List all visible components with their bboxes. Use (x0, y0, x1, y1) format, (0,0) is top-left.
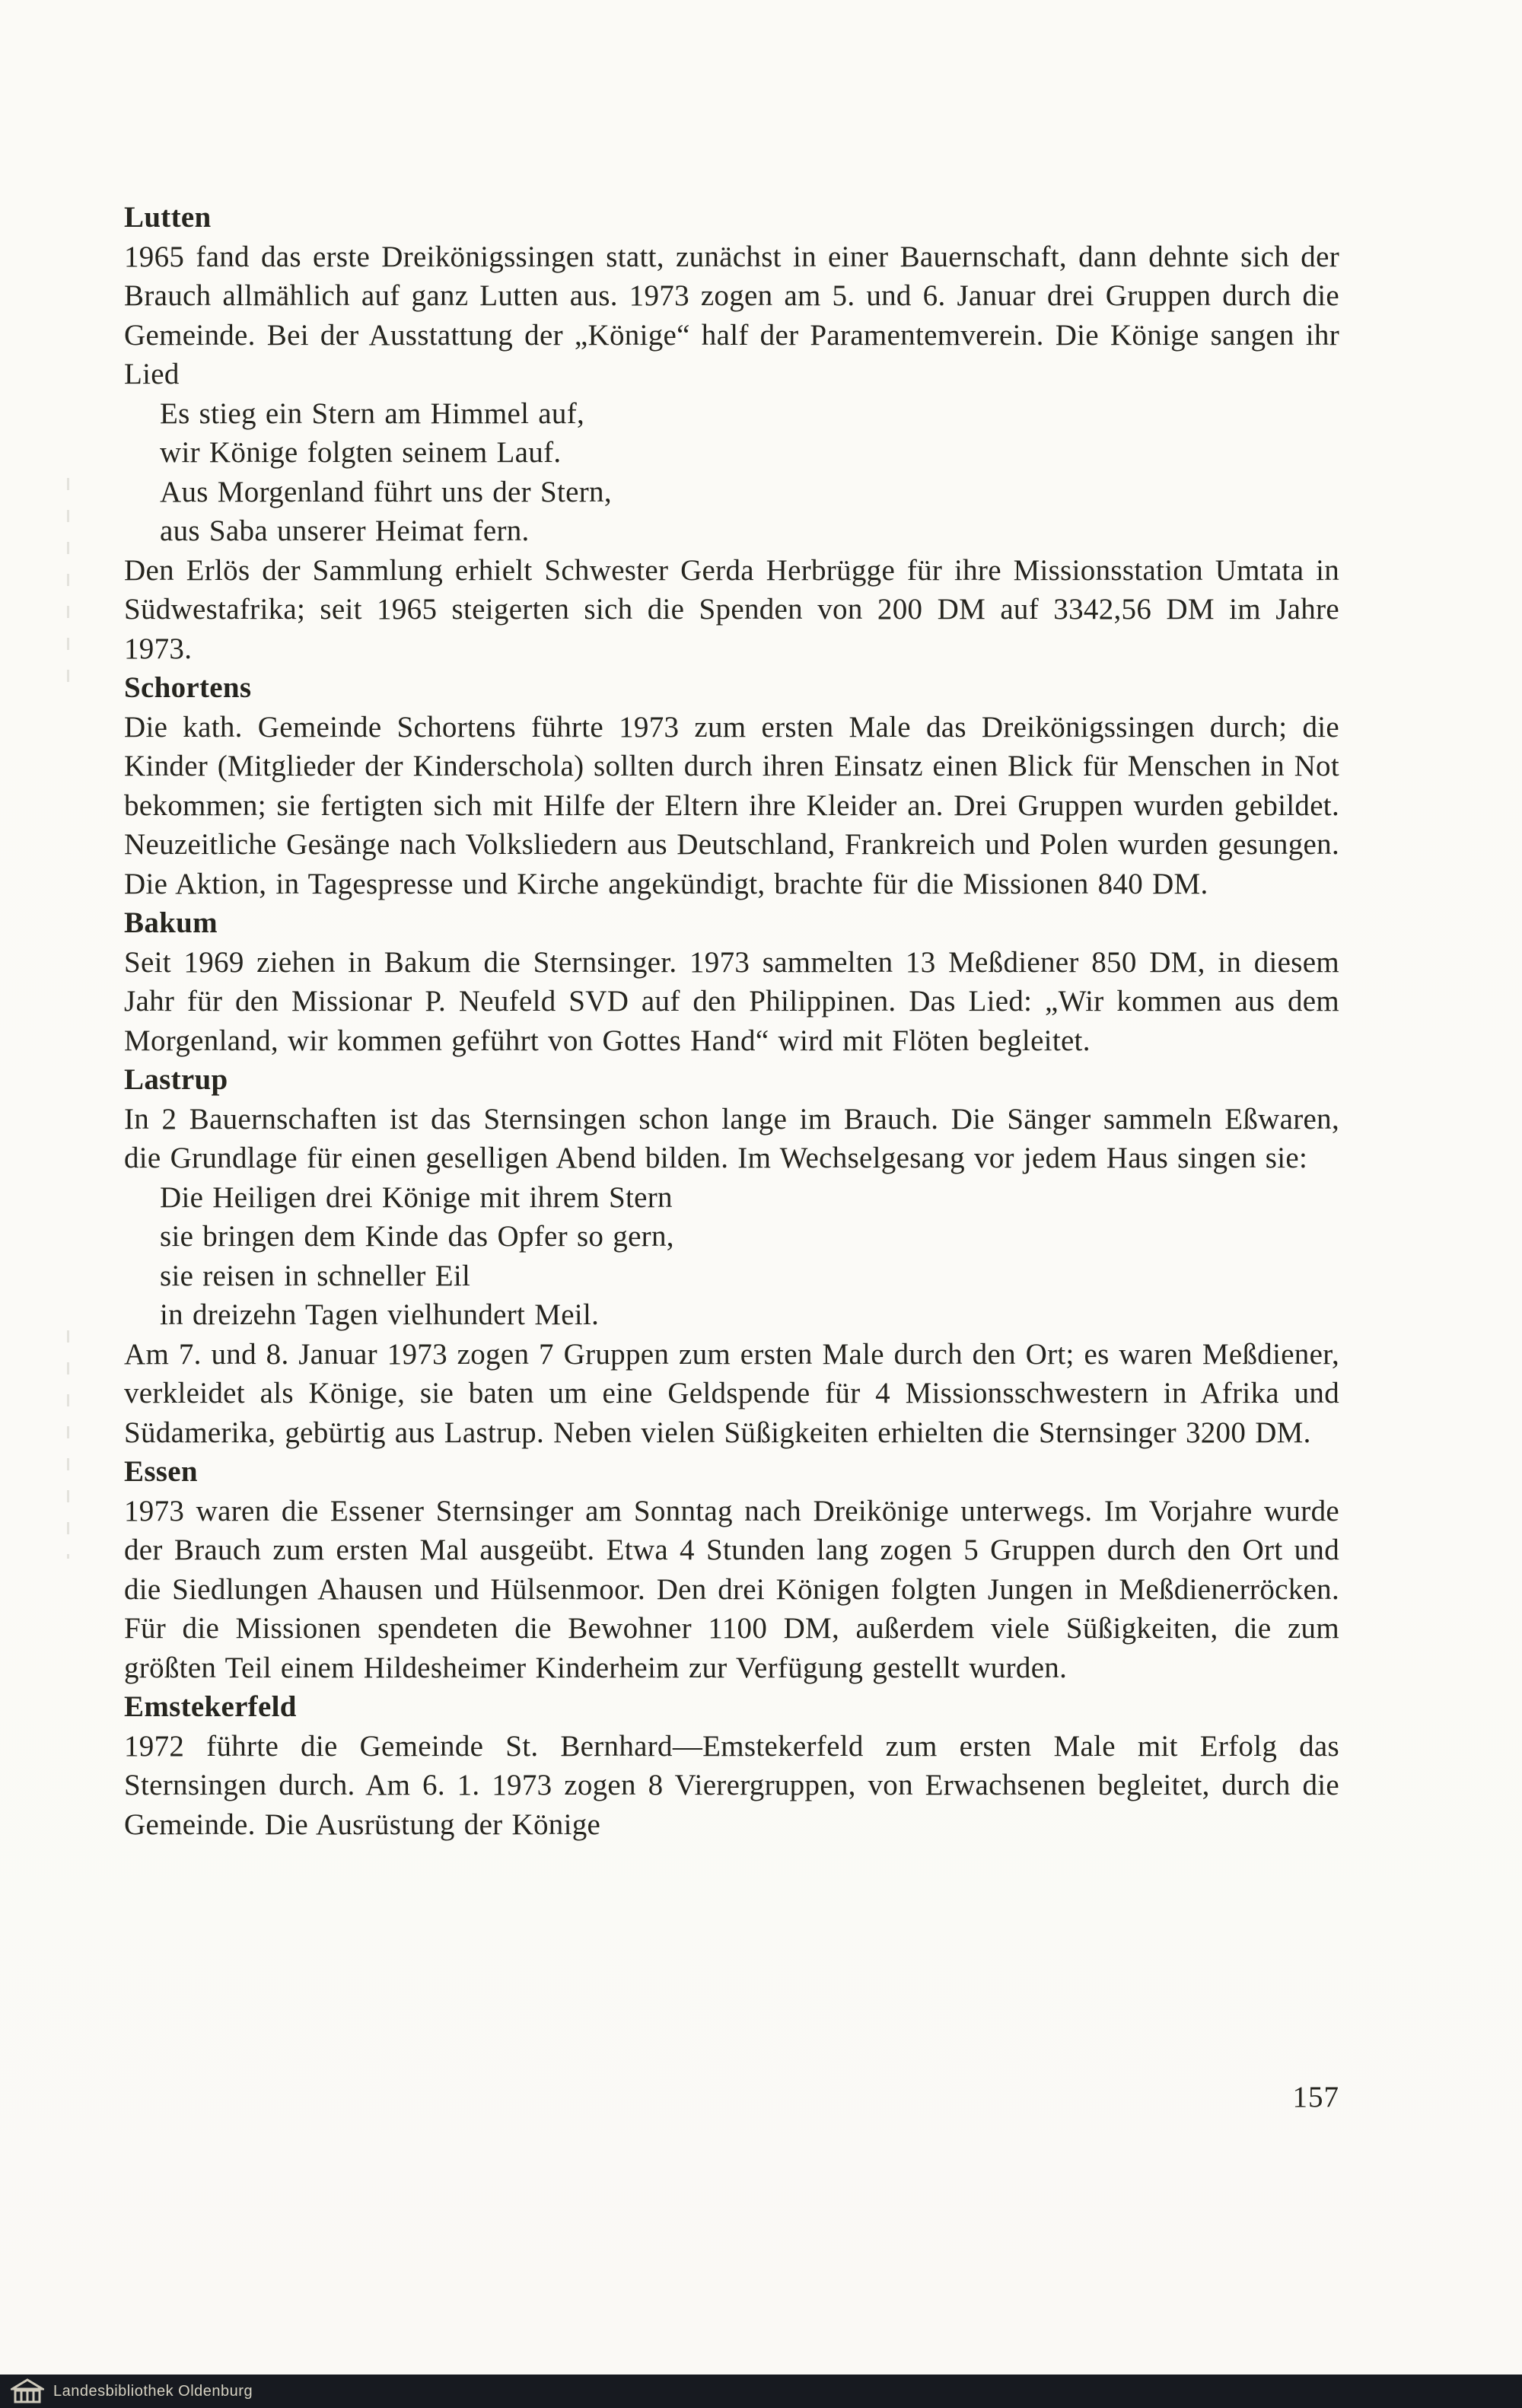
scan-edge-artifact (67, 478, 69, 691)
section-schortens (124, 668, 1339, 903)
section-lastrup (124, 1060, 1339, 1452)
section-heading: Lutten (124, 201, 212, 234)
section-essen (124, 1452, 1339, 1687)
verse-line: in dreizehn Tagen vielhundert Meil. (160, 1298, 600, 1331)
page-number: 157 (1292, 2081, 1339, 2113)
paragraph: 1972 führte die Gemeinde St. Bernhard—Emstekerfeld zum ersten Male mit Erfolg das Sternsingen durch. Am 6. 1. 1973 zogen 8 Vierergruppen, von Erwachsenen begleitet, durch die Gemeinde. Die Ausrüstung der Könige (124, 1729, 1339, 1841)
library-name: Landesbibliothek Oldenburg (53, 2382, 253, 2400)
section-emstekerfeld (124, 1687, 1339, 1844)
section-bakum (124, 903, 1339, 1060)
verse-block (124, 1178, 1339, 1335)
section-heading: Bakum (124, 906, 218, 939)
section-heading: Schortens (124, 671, 252, 704)
paragraph: Den Erlös der Sammlung erhielt Schwester Gerda Herbrügge für ihre Missionsstation Umtata in Südwestafrika; seit 1965 steigerten sich die Spenden von 200 DM auf 3342,56 DM im Jahre 1973. (124, 553, 1339, 665)
library-logo-icon (11, 2378, 44, 2404)
verse-line: Die Heiligen drei Könige mit ihrem Stern (160, 1180, 673, 1214)
paragraph: Die kath. Gemeinde Schortens führte 1973 zum ersten Male das Dreikönigssingen durch; die Kinder (Mitglieder der Kinderschola) sollten durch ihren Einsatz einen Blick für Menschen in Not bekommen; sie fertigten sich mit Hilfe der Eltern ihre Kleider an. Drei Gruppen wurden gebildet. Neuzeitliche Gesänge nach Volksliedern aus Deutschland, Frankreich und Polen wurden gesungen. Die Aktion, in Tagespresse und Kirche angekündigt, brachte für die Missionen 840 DM. (124, 710, 1339, 900)
verse-line: wir Könige folgten seinem Lauf. (160, 436, 562, 469)
scan-edge-artifact (67, 1330, 69, 1559)
library-stamp-bar (0, 2375, 1522, 2408)
section-heading: Lastrup (124, 1063, 228, 1096)
paragraph: Am 7. und 8. Januar 1973 zogen 7 Gruppen zum ersten Male durch den Ort; es waren Meßdiener, verkleidet als Könige, sie baten um eine Geldspende für 4 Missionsschwestern in Afrika und Südamerika, gebürtig aus Lastrup. Neben vielen Süßigkeiten erhielten die Sternsinger 3200 DM. (124, 1337, 1339, 1449)
section-heading: Essen (124, 1455, 198, 1488)
page-text-block (124, 198, 1339, 1844)
paragraph: 1973 waren die Essener Sternsinger am Sonntag nach Dreikönige unterwegs. Im Vorjahre wurde der Brauch zum ersten Mal ausgeübt. Etwa 4 Stunden lang zogen 5 Gruppen durch den Ort und die Siedlungen Ahausen und Hülsenmoor. Den drei Königen folgten Jungen in Meßdienerröcken. Für die Missionen spendeten die Bewohner 1100 DM, außerdem viele Süßigkeiten, die zum größten Teil einem Hildesheimer Kinderheim zur Verfügung gestellt wurden. (124, 1494, 1339, 1684)
verse-line: Es stieg ein Stern am Himmel auf, (160, 397, 585, 430)
paragraph: In 2 Bauernschaften ist das Sternsingen schon lange im Brauch. Die Sänger sammeln Eßwaren, die Grundlage für einen geselligen Abend bilden. Im Wechselgesang vor jedem Haus singen sie: (124, 1102, 1339, 1174)
paragraph: Seit 1969 ziehen in Bakum die Sternsinger. 1973 sammelten 13 Meßdiener 850 DM, in diesem Jahr für den Missionar P. Neufeld SVD auf den Philippinen. Das Lied: „Wir kommen aus dem Morgenland, wir kommen geführt von Gottes Hand“ wird mit Flöten begleitet. (124, 945, 1339, 1057)
verse-block (124, 394, 1339, 551)
verse-line: sie reisen in schneller Eil (160, 1259, 471, 1292)
paragraph: 1965 fand das erste Dreikönigssingen statt, zunächst in einer Bauernschaft, dann dehnte sich der Brauch allmählich auf ganz Lutten aus. 1973 zogen am 5. und 6. Januar drei Gruppen durch die Gemeinde. Bei der Ausstattung der „Könige“ half der Paramentemverein. Die Könige sangen ihr Lied (124, 240, 1339, 390)
verse-line: sie bringen dem Kinde das Opfer so gern, (160, 1220, 674, 1253)
section-lutten (124, 198, 1339, 668)
section-heading: Emstekerfeld (124, 1690, 297, 1723)
verse-line: Aus Morgenland führt uns der Stern, (160, 475, 612, 508)
verse-line: aus Saba unserer Heimat fern. (160, 514, 530, 547)
